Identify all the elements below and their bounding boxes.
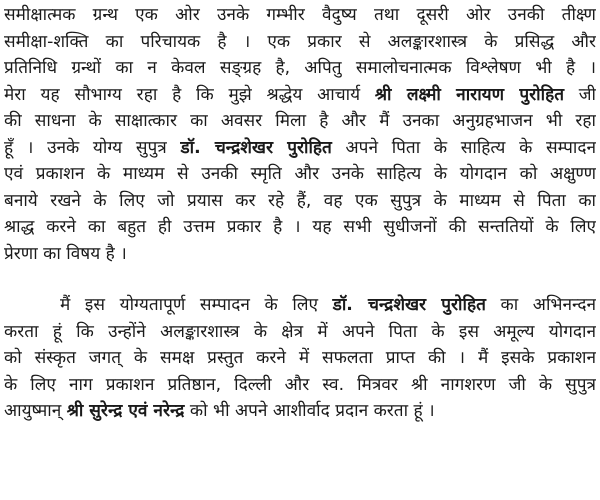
paragraph-line bbox=[4, 135, 596, 162]
line-text: आयुष्मान् bbox=[4, 401, 67, 421]
line-text: मेरा यह सौभाग्य रहा है कि मुझे श्रद्धेय आचार्य bbox=[4, 84, 375, 105]
name-dr-chandrashekhar-purohit: डॉ. चन्द्रशेखर पुरोहित bbox=[332, 295, 486, 315]
paragraph-line bbox=[4, 292, 596, 319]
line-text: हूँ । उनके योग्य सुपुत्र bbox=[4, 137, 181, 158]
paragraph-line: करता हूं कि उन्होंने अलङ्कारशास्त्र के क्षेत्र में अपने पिता के इस अमूल्य योगदान bbox=[4, 321, 596, 342]
paragraph-line: श्राद्ध करने का बहुत ही उत्तम प्रकार है । यह सभी सुधीजनों की सन्ततियों के लिए bbox=[4, 217, 596, 237]
paragraph-line: की साधना के साक्षात्कार का अवसर मिला है और मैं उनका अनुग्रहभाजन भी रहा bbox=[4, 111, 596, 131]
paragraph-line bbox=[4, 82, 596, 109]
paragraph-line: प्रेरणा का विषय है । bbox=[4, 243, 127, 264]
paragraph-gap bbox=[4, 267, 596, 292]
line-text: का अभिनन्दन bbox=[485, 295, 596, 315]
paragraph-line: को संस्कृत जगत् के समक्ष प्रस्तुत करने में सफलता प्राप्त की । मैं इसके प्रकाशन bbox=[4, 348, 596, 368]
paragraph-line: एवं प्रकाशन के माध्यम से उनकी स्मृति और उनके साहित्य के योगदान को अक्षुण्ण bbox=[4, 164, 596, 184]
paragraph-line: प्रतिनिधि ग्रन्थों का न केवल सङ्ग्रह है, अपितु समालोचनात्मक विश्लेषण भी है । bbox=[4, 58, 596, 78]
paragraph-2 bbox=[4, 292, 596, 425]
paragraph-1 bbox=[4, 2, 596, 267]
line-text: अपने पिता के साहित्य के सम्पादन bbox=[331, 137, 596, 158]
paragraph-line: के लिए नाग प्रकाशन प्रतिष्ठान, दिल्ली और स्व. मित्रवर श्री नागशरण जी के सुपुत्र bbox=[4, 374, 596, 395]
paragraph-line bbox=[4, 398, 596, 425]
name-shri-lakshmi-narayan-purohit: श्री लक्ष्मी नारायण पुरोहित bbox=[374, 84, 564, 105]
line-text: मैं इस योग्यतापूर्ण सम्पादन के लिए bbox=[60, 295, 333, 315]
name-shri-surendra-narendra: श्री सुरेन्द्र एवं नरेन्द्र bbox=[66, 401, 185, 421]
paragraph-line: बनाये रखने के लिए जो प्रयास कर रहे हैं, वह एक सुपुत्र के माध्यम से पिता का bbox=[4, 190, 596, 211]
name-dr-chandrashekhar-purohit: डॉ. चन्द्रशेखर पुरोहित bbox=[180, 137, 332, 158]
paragraph-line: समीक्षात्मक ग्रन्थ एक ओर उनके गम्भीर वैदुष्य तथा दूसरी ओर उनकी तीक्ष्ण bbox=[4, 5, 596, 25]
line-text: को भी अपने आशीर्वाद प्रदान करता हूं । bbox=[184, 401, 435, 421]
paragraph-line: समीक्षा-शक्ति का परिचायक है । एक प्रकार से अलङ्कारशास्त्र के प्रसिद्ध और bbox=[4, 31, 596, 52]
line-text: जी bbox=[564, 84, 596, 105]
